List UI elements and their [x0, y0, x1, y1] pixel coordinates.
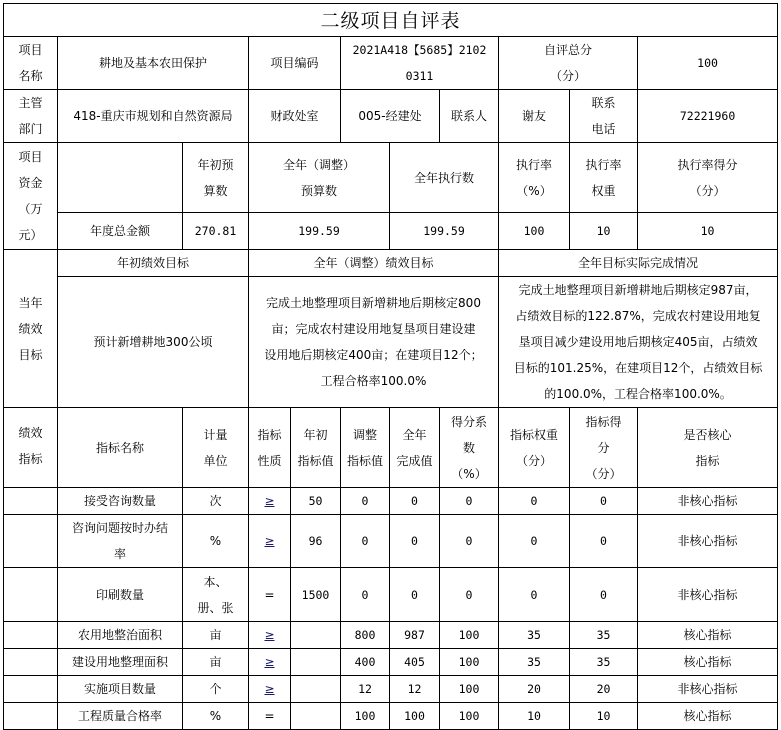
- total-score: 100: [638, 37, 778, 90]
- indicator-blank: [4, 488, 58, 515]
- indicator-core: 非核心指标: [638, 568, 778, 622]
- indicator-actual: 405: [390, 649, 440, 676]
- funds-weight-value: 10: [570, 213, 638, 250]
- sheet-title: 二级项目自评表: [4, 4, 778, 37]
- indicator-adjusted: 0: [341, 515, 390, 568]
- indicator-name: 咨询问题按时办结 率: [58, 515, 183, 568]
- indicator-initial: 1500: [291, 568, 341, 622]
- indicator-score-header: 指标得 分 （分）: [570, 408, 638, 488]
- funds-label: 项目 资金 （万 元）: [4, 143, 58, 250]
- indicator-blank: [4, 676, 58, 703]
- goals-adjusted: 完成土地整理项目新增耕地后期核定800 亩；完成农村建设用地复垦项目建设建 设用地后期核定400亩；在建项目12个； 工程合格率100.0%: [249, 277, 499, 408]
- funds-score-header: 执行率得分 （分）: [638, 143, 778, 213]
- indicator-coef: 100: [440, 649, 499, 676]
- indicator-weight: 0: [499, 568, 570, 622]
- indicator-name: 印刷数量: [58, 568, 183, 622]
- goals-initial-header: 年初绩效目标: [58, 250, 249, 277]
- contact-name: 谢友: [499, 90, 570, 143]
- indicator-adjusted: 100: [341, 703, 390, 730]
- office-label: 财政处室: [249, 90, 341, 143]
- funds-rate-header: 执行率 （%）: [499, 143, 570, 213]
- indicator-operator: =: [249, 703, 291, 730]
- indicator-coef: 100: [440, 676, 499, 703]
- indicator-operator: =: [249, 568, 291, 622]
- indicator-weight: 10: [499, 703, 570, 730]
- indicator-actual: 0: [390, 568, 440, 622]
- indicator-operator: ≥: [249, 649, 291, 676]
- indicator-unit: 个: [183, 676, 249, 703]
- indicator-row: [4, 622, 778, 649]
- indicator-operator: ≥: [249, 676, 291, 703]
- indicator-score: 35: [570, 649, 638, 676]
- project-name-label: 项目 名称: [4, 37, 58, 90]
- indicator-blank: [4, 649, 58, 676]
- total-score-label: 自评总分 （分）: [499, 37, 638, 90]
- indicator-core: 非核心指标: [638, 515, 778, 568]
- indicator-weight: 0: [499, 488, 570, 515]
- indicator-operator: ≥: [249, 515, 291, 568]
- indicator-blank: [4, 568, 58, 622]
- indicator-row: [4, 676, 778, 703]
- funds-adjusted-header: 全年（调整） 预算数: [249, 143, 390, 213]
- phone-label: 联系 电话: [570, 90, 638, 143]
- indicator-initial: [291, 622, 341, 649]
- indicator-actual: 0: [390, 515, 440, 568]
- indicator-weight: 35: [499, 622, 570, 649]
- contact-label: 联系人: [440, 90, 499, 143]
- indicator-adjusted: 800: [341, 622, 390, 649]
- indicator-score: 0: [570, 515, 638, 568]
- indicator-initial-header: 年初 指标值: [291, 408, 341, 488]
- indicator-score: 0: [570, 488, 638, 515]
- indicator-adjusted: 400: [341, 649, 390, 676]
- indicator-coef: 0: [440, 515, 499, 568]
- indicator-unit: %: [183, 703, 249, 730]
- indicator-name: 建设用地整理面积: [58, 649, 183, 676]
- indicator-score: 0: [570, 568, 638, 622]
- indicators-label: 绩效 指标: [4, 408, 58, 488]
- indicator-operator: ≥: [249, 622, 291, 649]
- indicator-row: [4, 568, 778, 622]
- indicator-weight: 20: [499, 676, 570, 703]
- indicator-coef: 0: [440, 488, 499, 515]
- indicator-weight: 35: [499, 649, 570, 676]
- goals-actual-header: 全年目标实际完成情况: [499, 250, 778, 277]
- indicator-adjusted: 0: [341, 568, 390, 622]
- funds-weight-header: 执行率 权重: [570, 143, 638, 213]
- indicator-coef-header: 得分系 数 （%）: [440, 408, 499, 488]
- funds-adjusted-value: 199.59: [249, 213, 390, 250]
- funds-executed-header: 全年执行数: [390, 143, 499, 213]
- indicator-operator: ≥: [249, 488, 291, 515]
- indicator-adjusted: 12: [341, 676, 390, 703]
- funds-rate-value: 100: [499, 213, 570, 250]
- evaluation-table: [3, 3, 778, 730]
- indicator-core: 核心指标: [638, 649, 778, 676]
- indicator-score: 20: [570, 676, 638, 703]
- goals-label: 当年 绩效 目标: [4, 250, 58, 408]
- indicator-actual: 100: [390, 703, 440, 730]
- indicator-core-header: 是否核心 指标: [638, 408, 778, 488]
- indicator-blank: [4, 622, 58, 649]
- indicator-row: [4, 649, 778, 676]
- indicator-adjusted: 0: [341, 488, 390, 515]
- indicator-row: [4, 515, 778, 568]
- indicator-core: 非核心指标: [638, 488, 778, 515]
- funds-initial-value: 270.81: [183, 213, 249, 250]
- indicator-name: 工程质量合格率: [58, 703, 183, 730]
- indicator-core: 非核心指标: [638, 676, 778, 703]
- project-name: 耕地及基本农田保护: [58, 37, 249, 90]
- indicator-initial: [291, 676, 341, 703]
- indicator-unit: 本、 册、张: [183, 568, 249, 622]
- goals-initial: 预计新增耕地300公顷: [58, 277, 249, 408]
- indicator-blank: [4, 515, 58, 568]
- department-name: 418-重庆市规划和自然资源局: [58, 90, 249, 143]
- indicator-core: 核心指标: [638, 703, 778, 730]
- indicator-name: 农用地整治面积: [58, 622, 183, 649]
- indicator-coef: 100: [440, 622, 499, 649]
- indicator-name-header: 指标名称: [58, 408, 183, 488]
- indicator-nature-header: 指标 性质: [249, 408, 291, 488]
- indicator-actual-header: 全年 完成值: [390, 408, 440, 488]
- goals-adjusted-header: 全年（调整）绩效目标: [249, 250, 499, 277]
- indicator-row: [4, 488, 778, 515]
- department-label: 主管 部门: [4, 90, 58, 143]
- indicator-actual: 12: [390, 676, 440, 703]
- project-code: 2021A418【5685】2102 0311: [341, 37, 499, 90]
- funds-score-value: 10: [638, 213, 778, 250]
- indicator-unit: 次: [183, 488, 249, 515]
- indicator-unit: 亩: [183, 622, 249, 649]
- indicator-score: 35: [570, 622, 638, 649]
- indicator-initial: [291, 703, 341, 730]
- indicator-coef: 0: [440, 568, 499, 622]
- indicator-unit: %: [183, 515, 249, 568]
- indicator-name: 实施项目数量: [58, 676, 183, 703]
- indicator-blank: [4, 703, 58, 730]
- funds-executed-value: 199.59: [390, 213, 499, 250]
- indicator-adjusted-header: 调整 指标值: [341, 408, 390, 488]
- indicator-initial: 50: [291, 488, 341, 515]
- indicator-weight: 0: [499, 515, 570, 568]
- indicator-initial: [291, 649, 341, 676]
- indicator-actual: 0: [390, 488, 440, 515]
- office-value: 005-经建处: [341, 90, 440, 143]
- indicator-unit: 亩: [183, 649, 249, 676]
- funds-blank-header: [58, 143, 183, 213]
- phone-number: 72221960: [638, 90, 778, 143]
- indicator-unit-header: 计量 单位: [183, 408, 249, 488]
- funds-row-label: 年度总金额: [58, 213, 183, 250]
- indicator-core: 核心指标: [638, 622, 778, 649]
- funds-initial-header: 年初预 算数: [183, 143, 249, 213]
- indicator-weight-header: 指标权重 （分）: [499, 408, 570, 488]
- goals-actual: 完成土地整理项目新增耕地后期核定987亩， 占绩效目标的122.87%，完成农村建设用地复 垦项目减少建设用地后期核定405亩，占绩效 目标的101.25%，在建项目12个，占绩效目标 的100.0%，工程合格率100.0%。: [499, 277, 778, 408]
- indicator-score: 10: [570, 703, 638, 730]
- indicator-actual: 987: [390, 622, 440, 649]
- project-code-label: 项目编码: [249, 37, 341, 90]
- indicator-initial: 96: [291, 515, 341, 568]
- indicator-name: 接受咨询数量: [58, 488, 183, 515]
- self-evaluation-sheet: [3, 3, 778, 730]
- indicator-coef: 100: [440, 703, 499, 730]
- indicator-row: [4, 703, 778, 730]
